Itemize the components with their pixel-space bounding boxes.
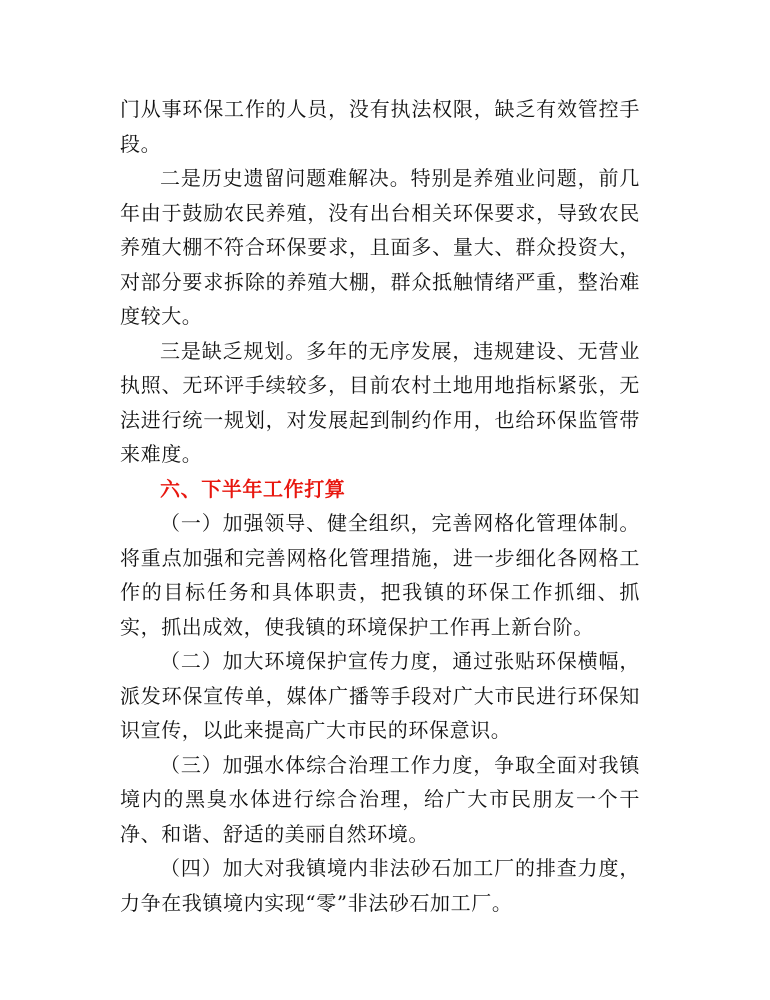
paragraph-historical-issues: 二是历史遗留问题难解决。特别是养殖业问题，前几年由于鼓励农民养殖，没有出台相关环保要求，导致农民养殖大棚不符合环保要求，且面多、量大、群众投资大，对部分要求拆除的养殖大棚，群众抵触情绪严重，整治难度较大。	[120, 166, 640, 328]
paragraph-plan-item-1: （一）加强领导、健全组织，完善网格化管理体制。将重点加强和完善网格化管理措施，进一步细化各网格工作的目标任务和具体职责，把我镇的环保工作抓细、抓实，抓出成效，使我镇的环境保护工作再上新台阶。	[120, 511, 640, 639]
document-body	[120, 92, 640, 920]
paragraph-plan-item-3: （三）加强水体综合治理工作力度，争取全面对我镇境内的黑臭水体进行综合治理，给广大市民朋友一个干净、和谐、舒适的美丽自然环境。	[120, 752, 640, 846]
paragraph-continuation: 门从事环保工作的人员，没有执法权限，缺乏有效管控手段。	[120, 97, 640, 156]
paragraph-plan-item-4: （四）加大对我镇境内非法砂石加工厂的排查力度，力争在我镇境内实现“零”非法砂石加工厂。	[120, 856, 640, 915]
paragraph-plan-item-2: （二）加大环境保护宣传力度，通过张贴环保横幅，派发环保宣传单，媒体广播等手段对广大市民进行环保知识宣传，以此来提高广大市民的环保意识。	[120, 649, 640, 742]
paragraph-lack-of-planning: 三是缺乏规划。多年的无序发展，违规建设、无营业执照、无环评手续较多，目前农村土地用地指标紧张，无法进行统一规划，对发展起到制约作用，也给环保监管带来难度。	[120, 338, 640, 466]
section-heading: 六、下半年工作打算	[160, 476, 346, 501]
